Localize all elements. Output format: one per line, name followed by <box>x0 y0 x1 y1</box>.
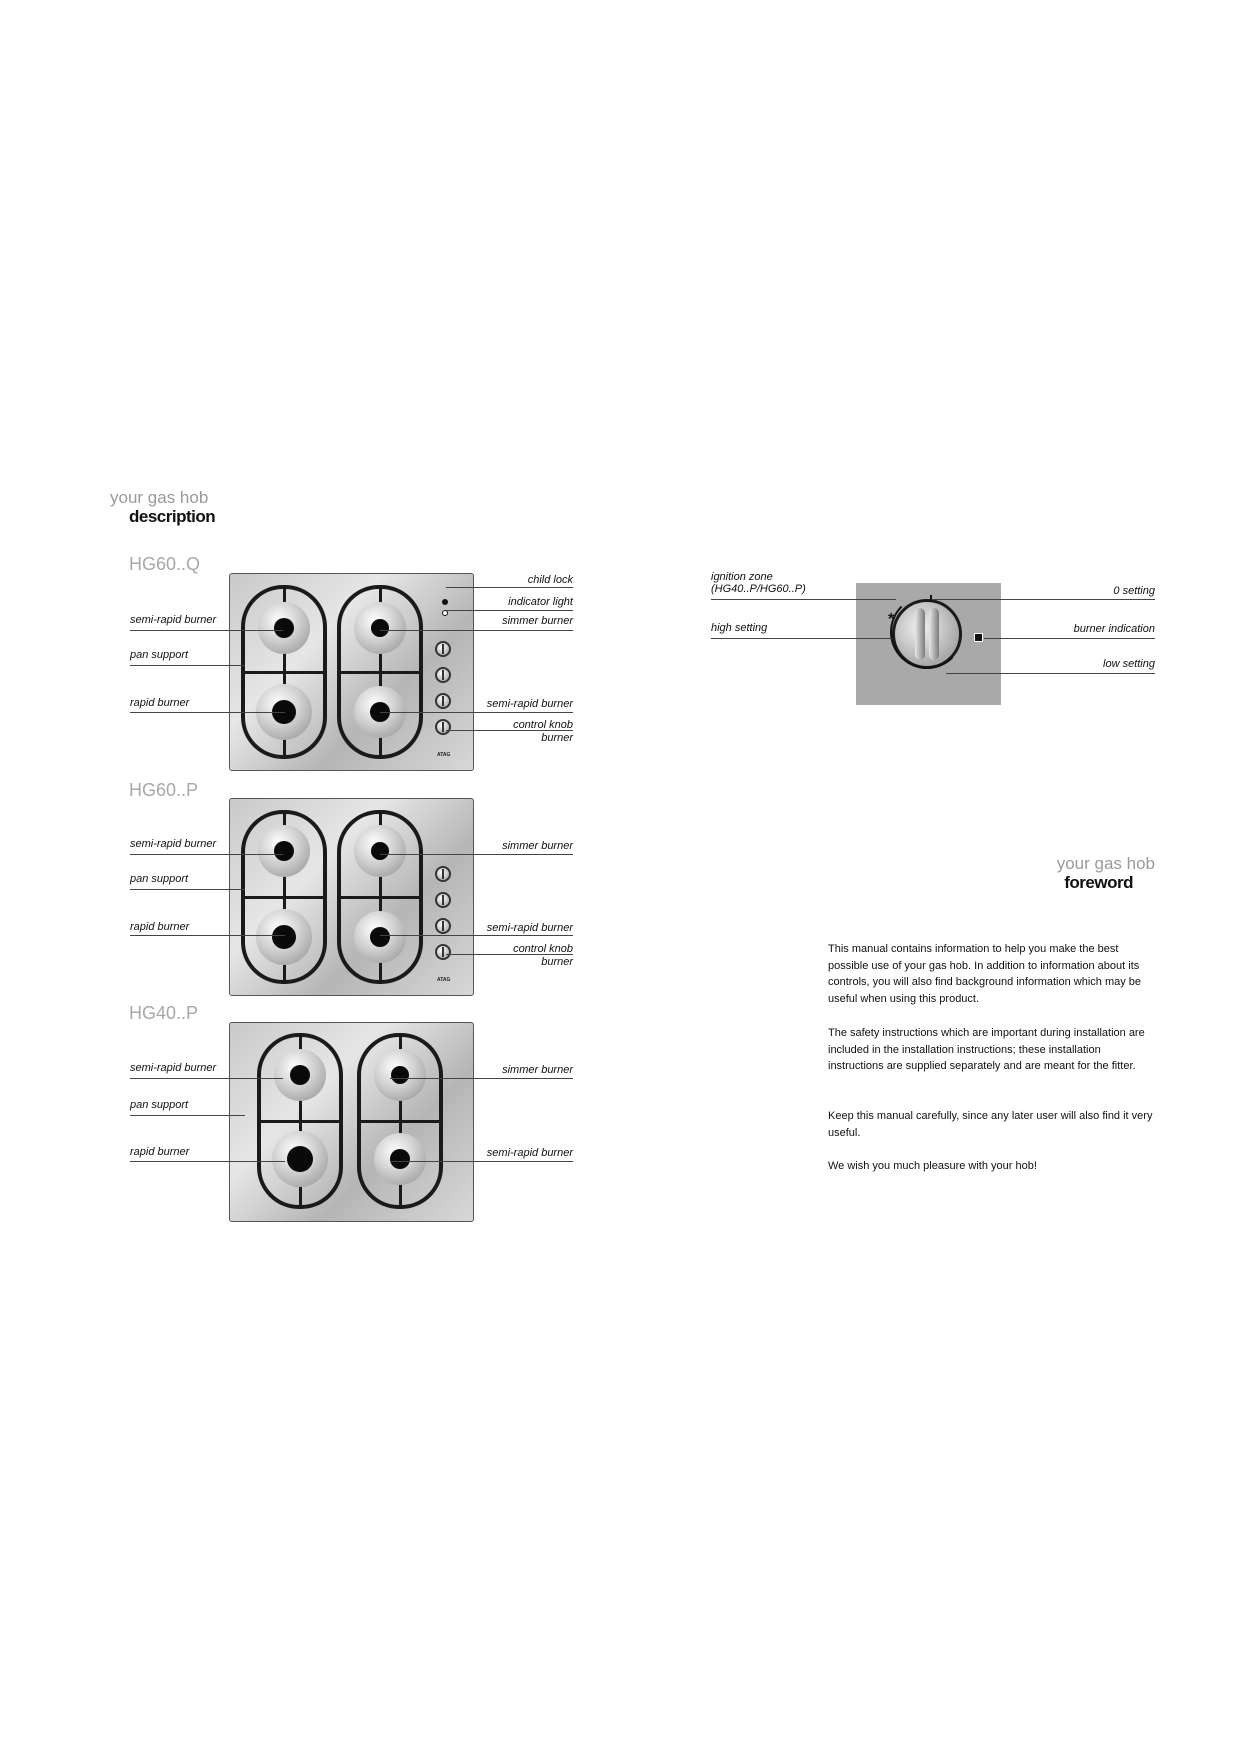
label-pan-support: pan support <box>130 1099 189 1111</box>
control-knob-2[interactable] <box>435 892 451 908</box>
simmer-burner <box>354 602 406 654</box>
rapid-burner <box>256 909 312 965</box>
simmer-burner <box>374 1049 426 1101</box>
control-knob-4[interactable] <box>435 719 451 735</box>
control-knob-1[interactable] <box>435 641 451 657</box>
label-high-setting: high setting <box>711 622 768 634</box>
label-semi-rapid-burner-left: semi-rapid burner <box>130 1062 217 1074</box>
hob-hg60p-image <box>229 798 474 996</box>
model-hg60p-title: HG60..P <box>129 780 199 800</box>
control-knob-3[interactable] <box>435 693 451 709</box>
control-knob-1[interactable] <box>435 866 451 882</box>
label-zero-setting: 0 setting <box>1113 585 1155 597</box>
control-knob-2[interactable] <box>435 667 451 683</box>
child-lock-icon <box>442 599 448 605</box>
label-simmer-burner: simmer burner <box>502 840 573 852</box>
semi-rapid-burner-left <box>258 825 310 877</box>
description-title: description <box>129 507 216 526</box>
semi-rapid-burner-left <box>258 602 310 654</box>
control-knob-3[interactable] <box>435 918 451 934</box>
label-semi-rapid-burner-right: semi-rapid burner <box>486 922 573 934</box>
label-indicator-light: indicator light <box>508 596 573 608</box>
label-rapid-burner: rapid burner <box>130 1146 190 1158</box>
description-subtitle: your gas hob <box>110 488 209 507</box>
control-knob-4[interactable] <box>435 944 451 960</box>
label-semi-rapid-burner-left: semi-rapid burner <box>130 838 217 850</box>
label-control-knob: control knob <box>513 943 573 955</box>
foreword-paragraph-2: The safety instructions which are important during installation are included in the installation instructions; these installation instructions are supplied separately and are meant for the fitter. <box>828 1027 1145 1072</box>
label-burner: burner <box>541 956 573 968</box>
label-low-setting: low setting <box>1103 658 1155 670</box>
label-semi-rapid-burner-left: semi-rapid burner <box>130 614 217 626</box>
model-hg60q-title: HG60..Q <box>129 554 201 574</box>
foreword-paragraph-1: This manual contains information to help you make the best possible use of your gas hob. In addition to information about its controls, you will also find background information which may be useful when using this product. <box>828 943 1142 1005</box>
label-simmer-burner: simmer burner <box>502 615 573 627</box>
foreword-paragraph-3: Keep this manual carefully, since any later user will also find it very useful. <box>828 1110 1153 1139</box>
label-pan-support: pan support <box>130 649 189 661</box>
label-ignition-zone: ignition zone <box>711 571 773 583</box>
brand-logo-icon: ATAG <box>437 977 451 983</box>
label-child-lock: child lock <box>527 574 573 586</box>
rapid-burner <box>272 1131 328 1187</box>
foreword-paragraph-4: We wish you much pleasure with your hob! <box>828 1160 1037 1172</box>
label-burner: burner <box>541 732 573 744</box>
semi-rapid-burner-right <box>374 1133 426 1185</box>
hob-hg60q-image <box>229 573 474 771</box>
star-ignition-icon: * <box>888 611 895 628</box>
burner-indication-icon <box>974 633 983 642</box>
label-rapid-burner: rapid burner <box>130 921 190 933</box>
knob-diagram-image <box>856 583 1001 705</box>
hob-hg40p-image <box>229 1022 474 1222</box>
brand-logo-icon: ATAG <box>437 752 451 758</box>
simmer-burner <box>354 825 406 877</box>
foreword-title: foreword <box>1064 873 1133 892</box>
label-simmer-burner: simmer burner <box>502 1064 573 1076</box>
semi-rapid-burner-right <box>354 911 406 963</box>
label-control-knob: control knob <box>513 719 573 731</box>
label-pan-support: pan support <box>130 873 189 885</box>
semi-rapid-burner-left <box>274 1049 326 1101</box>
foreword-subtitle: your gas hob <box>1056 854 1155 873</box>
label-semi-rapid-burner-right: semi-rapid burner <box>486 1147 573 1159</box>
label-semi-rapid-burner-right: semi-rapid burner <box>486 698 573 710</box>
label-burner-indication: burner indication <box>1073 623 1155 635</box>
model-hg40p-title: HG40..P <box>129 1003 199 1023</box>
label-rapid-burner: rapid burner <box>130 697 190 709</box>
label-ignition-models: (HG40..P/HG60..P) <box>711 583 806 595</box>
